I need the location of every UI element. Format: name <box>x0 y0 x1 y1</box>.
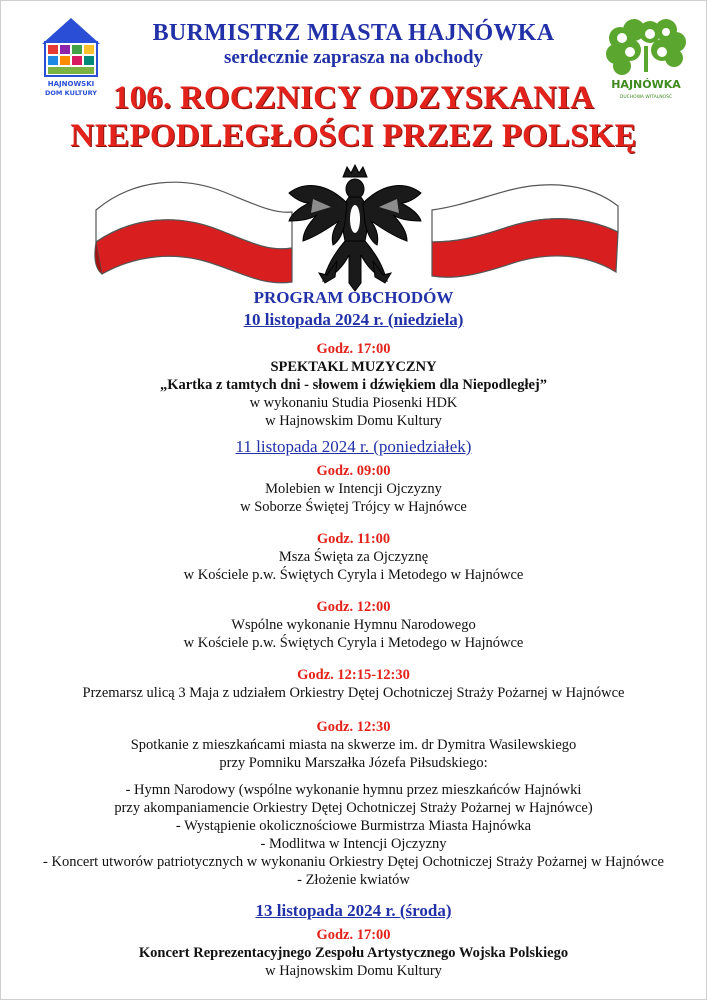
event-time: Godz. 12:00 <box>316 599 391 615</box>
flag-ribbon-left <box>94 170 294 290</box>
event-time: Godz. 09:00 <box>316 463 391 479</box>
program-item: przy akompaniamencie Orkiestry Dętej Ochotniczej Straży Pożarnej w Hajnówce) <box>114 800 593 816</box>
event-time: Godz. 12:30 <box>316 719 391 735</box>
event-line: Molebien w Intencji Ojczyzny <box>265 481 442 497</box>
event-line: Spotkanie z mieszkańcami miasta na skwerze im. dr Dymitra Wasilewskiego <box>130 737 577 753</box>
event-line: Wspólne wykonanie Hymnu Narodowego <box>231 617 476 633</box>
title-line-2: NIEPODLEGŁOŚCI PRZEZ POLSKĘ <box>70 118 637 154</box>
event-line: Msza Święta za Ojczyznę <box>278 549 429 565</box>
hdk-logo-text-2: DOM KULTURY <box>45 89 97 97</box>
date-10-november: 10 listopada 2024 r. (niedziela) <box>243 310 464 329</box>
program-item: - Hymn Narodowy (wspólne wykonanie hymnu przez mieszkańców Hajnówki <box>125 782 582 798</box>
event-line: w Hajnowskim Domu Kultury <box>265 413 442 429</box>
date-11-november: 11 listopada 2024 r. (poniedziałek) <box>235 437 472 456</box>
event-title: „Kartka z tamtych dni - słowem i dźwiękiem dla Niepodległej” <box>159 377 548 393</box>
event-line: w Hajnowskim Domu Kultury <box>265 963 442 979</box>
event-line: w Kościele p.w. Świętych Cyryla i Metodego w Hajnówce <box>183 635 524 651</box>
event-line: Przemarsz ulicą 3 Maja z udziałem Orkiestry Dętej Ochotniczej Straży Pożarnej w Hajnówce <box>82 685 625 701</box>
event-title: Koncert Reprezentacyjnego Zespołu Artystycznego Wojska Polskiego <box>138 945 569 961</box>
event-time: Godz. 12:15-12:30 <box>297 667 410 683</box>
polish-eagle-emblem <box>283 163 426 295</box>
invitation-line: serdecznie zaprasza na obchody <box>223 47 484 68</box>
program-item: - Złożenie kwiatów <box>297 872 410 888</box>
hajnowka-logo-text: HAJNÓWKA <box>611 78 681 91</box>
hdk-logo-text-1: HAJNOWSKI <box>47 80 95 88</box>
program-item: - Wystąpienie okolicznościowe Burmistrza Miasta Hajnówka <box>175 818 532 834</box>
event-time: Godz. 17:00 <box>316 341 391 357</box>
event-line: w wykonaniu Studia Piosenki HDK <box>249 395 458 411</box>
event-line: w Soborze Świętej Trójcy w Hajnówce <box>240 499 467 515</box>
mayor-line: BURMISTRZ MIASTA HAJNÓWKA <box>152 20 555 46</box>
flag-ribbon-right <box>430 176 620 288</box>
program-item: - Koncert utworów patriotycznych w wykonaniu Orkiestry Dętej Ochotniczej Straży Pożarnej w Hajnówce <box>43 854 664 870</box>
event-title: SPEKTAKL MUZYCZNY <box>270 359 437 375</box>
date-13-november: 13 listopada 2024 r. (środa) <box>255 901 452 920</box>
hajnowka-logo-tagline: DUCHOWA WITALNOŚĆ <box>619 95 673 100</box>
program-heading: PROGRAM OBCHODÓW <box>253 288 454 307</box>
event-time: Godz. 17:00 <box>316 927 391 943</box>
event-time: Godz. 11:00 <box>316 531 391 547</box>
title-line-1: 106. ROCZNICY ODZYSKANIA <box>112 80 595 116</box>
event-line: w Kościele p.w. Świętych Cyryla i Metodego w Hajnówce <box>183 567 524 583</box>
program-item: - Modlitwa w Intencji Ojczyzny <box>260 836 447 852</box>
event-line: przy Pomniku Marszałka Józefa Piłsudskiego: <box>219 755 488 771</box>
